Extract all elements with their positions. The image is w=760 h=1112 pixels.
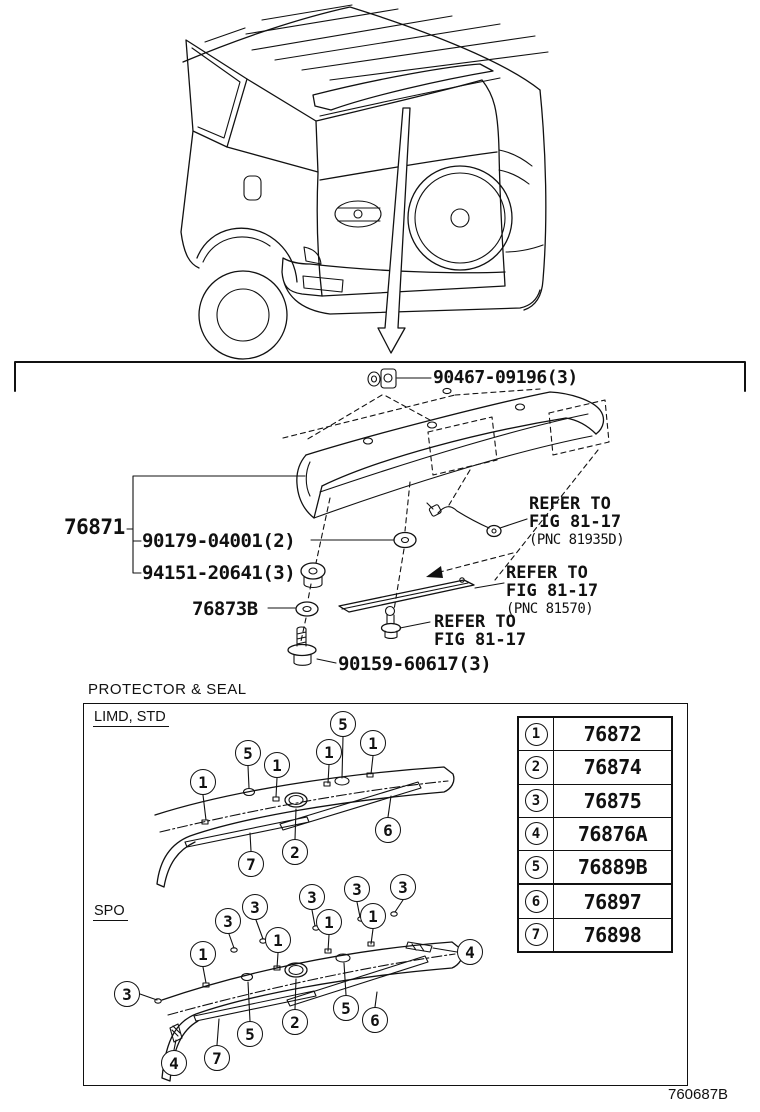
figure-code: 760687B [668,1086,729,1103]
callout-circle: 5 [333,995,359,1021]
table-row [519,718,671,751]
table-row [519,818,671,851]
callout-circle: 1 [190,769,216,795]
screw-icon [288,627,316,665]
callout-circle: 7 [204,1045,230,1071]
grommet-icon [394,533,416,548]
callout-circle: 7 [238,851,264,877]
table-row [519,751,671,784]
callout-circle: 6 [375,817,401,843]
callout-circle: 5 [330,711,356,737]
part-label-screw: 90159-60617(3) [338,653,492,675]
callout-circle: 1 [264,752,290,778]
part-number: 76872 [583,722,642,747]
vehicle-illustration [181,5,548,359]
part-label-grommet-b: 94151-20641(3) [142,562,296,584]
part-number: 76874 [583,755,642,780]
row-index-badge: 4 [525,822,548,845]
refer-note-3: REFER TO FIG 81-17 [434,612,527,650]
part-number: 76875 [583,788,642,813]
part-label-main: 76871 [64,515,125,539]
callout-circle: 3 [242,894,268,920]
callout-circle: 3 [344,876,370,902]
callout-circle: 1 [360,903,386,929]
section-title: PROTECTOR & SEAL [88,681,247,698]
row-index-badge: 6 [525,890,548,913]
stud-icon [382,607,401,639]
callout-circle: 4 [161,1050,187,1076]
row-index-badge: 3 [525,789,548,812]
part-number: 76876A [577,821,648,846]
callout-circle: 5 [237,1021,263,1047]
parts-table [517,716,673,953]
wire-harness-icon [427,503,501,537]
washer-icon [296,602,318,616]
row-index-badge: 7 [525,923,548,946]
callout-circle: 1 [265,927,291,953]
table-row [519,919,671,951]
callout-circle: 3 [390,874,416,900]
table-row [519,785,671,818]
table-row [519,885,671,918]
callout-circle: 1 [190,941,216,967]
row-index-badge: 5 [525,856,548,879]
part-label-washer: 76873B [192,598,258,620]
part-number: 76898 [583,922,642,947]
callout-circle: 4 [457,939,483,965]
callout-circle: 3 [215,908,241,934]
callout-circle: 1 [360,730,386,756]
part-label-clip: 90467-09196(3) [433,367,578,388]
callout-circle: 3 [299,884,325,910]
detail-arrow [378,108,410,353]
callout-circle: 1 [316,739,342,765]
refer-note-2: REFER TO FIG 81-17 (PNC 81570) [506,563,599,617]
callout-circle: 6 [362,1007,388,1033]
clip-icon [368,369,396,388]
row-index-badge: 1 [525,723,548,746]
variant-label-spo: SPO [93,903,128,919]
part-number: 76889B [577,855,648,880]
row-index-badge: 2 [525,756,548,779]
callout-circle: 5 [235,740,261,766]
refer-note-1: REFER TO FIG 81-17 (PNC 81935D) [529,494,625,548]
grommet2-icon [301,563,325,588]
callout-circle: 2 [282,839,308,865]
table-row [519,851,671,885]
callout-circle: 3 [114,981,140,1007]
part-label-grommet-a: 90179-04001(2) [142,530,296,552]
stop-bar-icon [339,578,474,612]
callout-circle: 2 [282,1009,308,1035]
part-number: 76897 [583,889,642,914]
callout-circle: 1 [316,909,342,935]
variant-label-limd-std: LIMD, STD [93,709,169,725]
